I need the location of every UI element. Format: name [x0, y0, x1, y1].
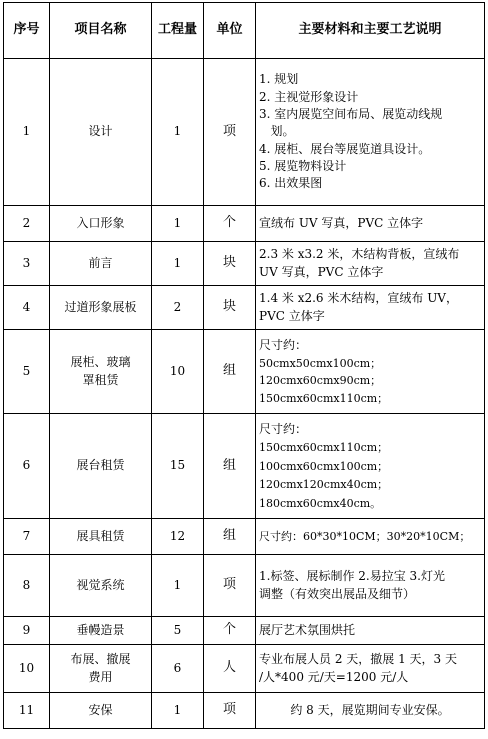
- row-name: 前言: [50, 242, 152, 286]
- row-qty: 1: [152, 206, 204, 242]
- desc-line: 6. 出效果图: [259, 176, 323, 191]
- row-no: 11: [4, 693, 50, 729]
- row-desc: [256, 59, 485, 206]
- row-name: 设计: [50, 59, 152, 206]
- row-qty: 12: [152, 519, 204, 555]
- row-qty: 10: [152, 330, 204, 414]
- row-qty: 5: [152, 617, 204, 645]
- header-name: 项目名称: [50, 3, 152, 59]
- row-no: 4: [4, 286, 50, 330]
- row-name: 过道形象展板: [50, 286, 152, 330]
- row-name: 垂幔造景: [50, 617, 152, 645]
- desc-line: 150cmx60cmx110cm；: [259, 441, 389, 455]
- row-name: 视觉系统: [50, 555, 152, 617]
- table-row: [4, 59, 485, 206]
- row-desc: [256, 693, 485, 729]
- row-name: 展台租赁: [50, 414, 152, 519]
- row-qty: 1: [152, 59, 204, 206]
- table-row: [4, 286, 485, 330]
- row-no: 7: [4, 519, 50, 555]
- desc-line: 3. 室内展览空间布局、展览动线规: [259, 106, 443, 121]
- row-desc: [256, 330, 485, 414]
- row-qty: 6: [152, 645, 204, 693]
- desc-line: PVC 立体字: [259, 308, 325, 323]
- row-qty: 1: [152, 555, 204, 617]
- desc-line: 尺寸约：: [259, 337, 308, 352]
- row-unit: 个: [204, 617, 256, 645]
- row-unit: 块: [204, 242, 256, 286]
- row-no: 6: [4, 414, 50, 519]
- row-no: 1: [4, 59, 50, 206]
- row-unit: 组: [204, 330, 256, 414]
- desc-line: UV 写真，PVC 立体字: [259, 264, 384, 279]
- table-row: [4, 414, 485, 519]
- row-unit: 人: [204, 645, 256, 693]
- header-row: [4, 3, 485, 59]
- row-no: 9: [4, 617, 50, 645]
- row-desc: [256, 206, 485, 242]
- desc-line: 120cmx60cmx90cm；: [259, 374, 382, 388]
- row-desc: [256, 645, 485, 693]
- desc-line: 约 8 天，展览期间专业安保。: [290, 702, 450, 717]
- header-qty: 工程量: [152, 3, 204, 59]
- row-unit: 块: [204, 286, 256, 330]
- row-name: 安保: [50, 693, 152, 729]
- row-desc: [256, 286, 485, 330]
- table-row: [4, 617, 485, 645]
- header-unit: 单位: [204, 3, 256, 59]
- desc-line: 宣绒布 UV 写真，PVC 立体字: [259, 215, 424, 230]
- row-unit: 项: [204, 693, 256, 729]
- header-no: 序号: [4, 3, 50, 59]
- desc-line: 划。: [259, 124, 295, 139]
- row-qty: 2: [152, 286, 204, 330]
- row-no: 2: [4, 206, 50, 242]
- desc-line: 1. 规划: [259, 72, 299, 87]
- desc-line: 2. 主视觉形象设计: [259, 89, 359, 104]
- row-desc: [256, 555, 485, 617]
- row-desc: [256, 242, 485, 286]
- row-desc: [256, 617, 485, 645]
- row-unit: 组: [204, 414, 256, 519]
- desc-line: 4. 展柜、展台等展览道具设计。: [259, 141, 431, 156]
- quote-table: [3, 2, 485, 729]
- row-name: 布展、撤展费用: [50, 645, 152, 693]
- desc-line: 尺寸约：: [259, 421, 308, 436]
- desc-line: 调整（有效突出展品及细节）: [259, 586, 416, 601]
- row-qty: 1: [152, 242, 204, 286]
- table-row: [4, 693, 485, 729]
- desc-line: 展厅艺术氛围烘托: [259, 622, 356, 637]
- table-row: [4, 519, 485, 555]
- desc-line: 2.3 米 x3.2 米，木结构背板，宣绒布: [259, 247, 460, 262]
- row-no: 5: [4, 330, 50, 414]
- row-desc: [256, 414, 485, 519]
- desc-line: 50cmx50cmx100cm；: [259, 356, 382, 370]
- desc-line: 专业布展人员 2 天，撤展 1 天，3 天: [259, 652, 457, 667]
- desc-line: 100cmx60cmx100cm；: [259, 459, 389, 473]
- table-row: [4, 555, 485, 617]
- row-unit: 个: [204, 206, 256, 242]
- row-qty: 15: [152, 414, 204, 519]
- row-unit: 项: [204, 59, 256, 206]
- table-row: [4, 206, 485, 242]
- table-row: [4, 242, 485, 286]
- desc-line: 150cmx60cmx110cm；: [259, 391, 389, 405]
- desc-line: /人*400 元/天=1200 元/人: [259, 669, 409, 684]
- row-name: 展具租赁: [50, 519, 152, 555]
- header-desc: 主要材料和主要工艺说明: [256, 3, 485, 59]
- row-name: 入口形象: [50, 206, 152, 242]
- desc-line: 尺寸约：60*30*10CM；30*20*10CM；: [259, 529, 471, 543]
- desc-line: 120cmx120cmx40cm；: [259, 478, 389, 492]
- desc-line: 5. 展览物料设计: [259, 159, 347, 174]
- row-desc: [256, 519, 485, 555]
- row-unit: 组: [204, 519, 256, 555]
- table-row: [4, 330, 485, 414]
- row-no: 3: [4, 242, 50, 286]
- row-no: 10: [4, 645, 50, 693]
- row-qty: 1: [152, 693, 204, 729]
- desc-line: 180cmx60cmx40cm。: [259, 496, 382, 510]
- row-name: 展柜、玻璃罩租赁: [50, 330, 152, 414]
- row-unit: 项: [204, 555, 256, 617]
- desc-line: 1.4 米 x2.6 米木结构，宣绒布 UV，: [259, 291, 458, 306]
- desc-line: 1.标签、展标制作 2.易拉宝 3.灯光: [259, 569, 445, 584]
- table-row: [4, 645, 485, 693]
- row-no: 8: [4, 555, 50, 617]
